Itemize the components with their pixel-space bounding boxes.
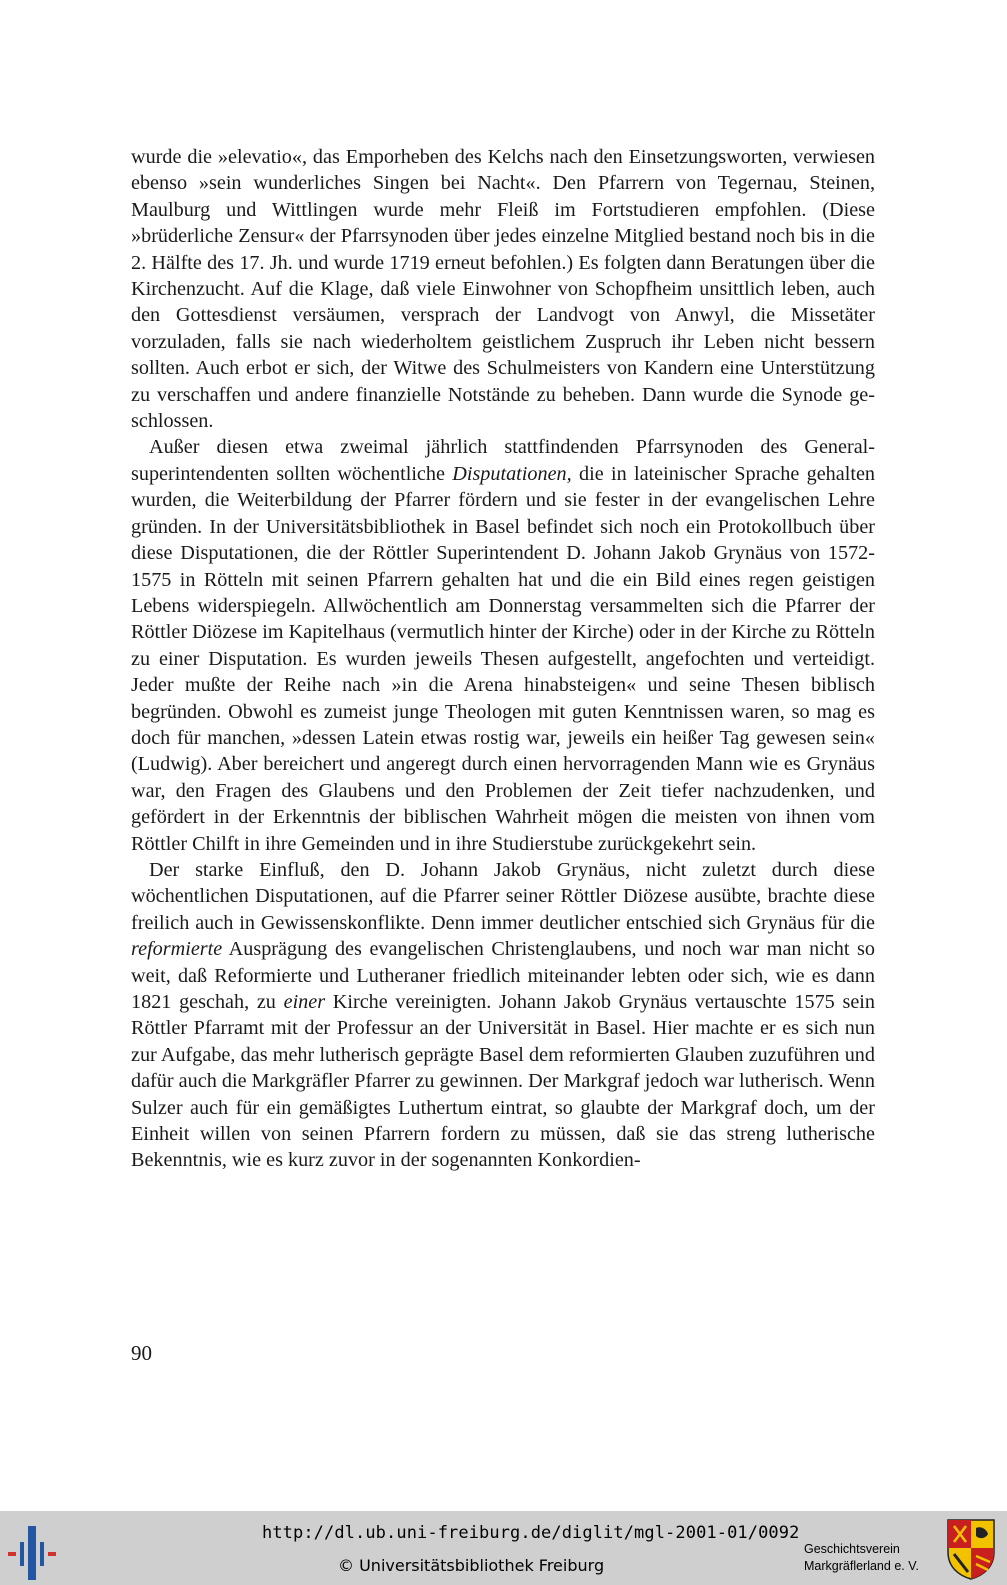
paragraph-2-italic: Disputationen, — [452, 462, 572, 485]
footer-url-link[interactable]: http://dl.ub.uni-freiburg.de/diglit/mgl-2001-01/0092 — [262, 1523, 800, 1543]
paragraph-3-text-c: Kirche vereinigten. Johann Jakob Grynäus vertauschte 1575 sein Röttler Pfarramt mit der Professur an der Universität in Basel. Hier machte er es sich nun zur Aufgabe, das mehr lutherisch geprägte Basel dem reformierten Glauben zuzuführen und dafür auch die Markgräfler Pfarrer zu gewinnen. Der Markgraf jedoch war lutherisch. Wenn Sulzer auch für ein gemäßigtes Luthertum eintrat, so glaubte der Markgraf doch, um der Einheit willen von seinen Pfarrern fordern zu müssen, daß sie das streng lutherische Bekenntnis, wie es kurz zuvor in der sogenannten Konkordien- — [131, 991, 875, 1172]
paragraph-3-text-a: Der starke Einfluß, den D. Johann Jakob Grynäus, nicht zuletzt durch diese wöchentlichen Disputationen, auf die Pfarrer seiner Röttler Diözese ausübte, brachte diese freilich auch in Gewissenskonflikte. Denn immer deutlicher entschied sich Grynäus für die — [131, 858, 875, 934]
ub-freiburg-logo-icon — [8, 1524, 64, 1580]
paragraph-2-text: Außer diesen etwa zweimal jährlich stattfindenden Pfarrsynoden des Generalsuperintendenten sollten wöchentliche — [131, 436, 875, 485]
paragraph-3-text-b: Ausprägung des evangelischen Christenglaubens, und noch war man nicht so weit, daß Reformierte und Lutheraner friedlich miteinander lebten oder sich, wie es dann 1821 geschah, zu — [131, 938, 875, 1013]
footer-copyright: © Universitätsbibliothek Freiburg — [338, 1556, 605, 1575]
society-line-1: Geschichtsverein — [804, 1542, 900, 1556]
markgraeflerland-crest-icon — [946, 1518, 996, 1580]
society-name — [804, 1541, 934, 1575]
paragraph-3-italic-b: einer — [283, 991, 326, 1013]
page-body — [131, 144, 875, 1174]
paragraph-2 — [131, 434, 875, 857]
paragraph-2-text-cont: die in lateinischer Sprache gehalten wurden, die Weiterbildung der Pfarrer fördern und sie fester in der evangelischen Lehre gründen. In der Universitätsbibliothek in Basel befindet sich noch ein Protokollbuch über diese Disputationen, die der Röttler Superintendent D. Johann Jakob Grynäus von 1572-1575 in Rötteln mit seinen Pfarrern gehalten hat und die ein Bild eines regen geistigen Lebens widerspiegeln. Allwöchentlich am Donnerstag versammelten sich die Pfarrer der Röttler Diözese im Kapitelhaus (vermutlich hinter der Kirche) oder in der Kirche zu Rötteln zu einer Disputation. Es wurden jeweils Thesen aufgestellt, angefochten und verteidigt. Jeder mußte der Reihe nach »in die Arena hinabsteigen« und seine Thesen biblisch begründen. Obwohl es zumeist junge Theologen mit guten Kenntnissen waren, so mag es doch für manchen, »dessen Latein etwas rostig war, jeweils ein heißer Tag gewesen sein« (Ludwig). Aber bereichert und angeregt durch einen hervorragenden Mann wie es Grynäus war, den Fragen des Glaubens und den Problemen der Zeit tiefer nachzudenken, und gefördert in der Erkenntnis der biblischen Wahrheit mögen die meisten von ihnen vom Röttler Chilft in ihre Gemeinden und in ihre Studierstube zurückgekehrt sein. — [131, 462, 875, 855]
footer-bar — [0, 1511, 1007, 1585]
paragraph-1: wurde die »elevatio«, das Emporheben des Kelchs nach den Einsetzungsworten, verwiesen ebenso »sein wunderliches Singen bei Nacht«. Den Pfarrern von Tegernau, Steinen, Maulburg und Wittlingen wurde mehr Fleiß im Fortstudieren empfohlen. (Diese »brüderliche Zensur« der Pfarrsynoden über jedes einzelne Mitglied bestand noch bis in die 2. Hälfte des 17. Jh. und wurde 1719 erneut befohlen.) Es folgten dann Beratungen über die Kirchenzucht. Auf die Klage, daß viele Einwohner von Schopfheim unsittlich leben, auch den Gottesdienst versäumen, versprach der Landvogt von Anwyl, die Missetäter vorzuladen, falls sie nach wiederholtem geistlichem Zuspruch ihr Leben nicht bessern sollten. Auch erbot er sich, der Witwe des Schulmeisters von Kandern eine Unterstützung zu verschaffen und andere finanzielle Notstände zu beheben. Dann wurde die Synode geschlossen. — [131, 146, 875, 433]
page-number: 90 — [131, 1341, 152, 1365]
paragraph-3-italic-a: reformierte — [131, 938, 223, 961]
paragraph-3 — [131, 857, 875, 1174]
society-line-2: Markgräflerland e. V. — [804, 1559, 919, 1573]
